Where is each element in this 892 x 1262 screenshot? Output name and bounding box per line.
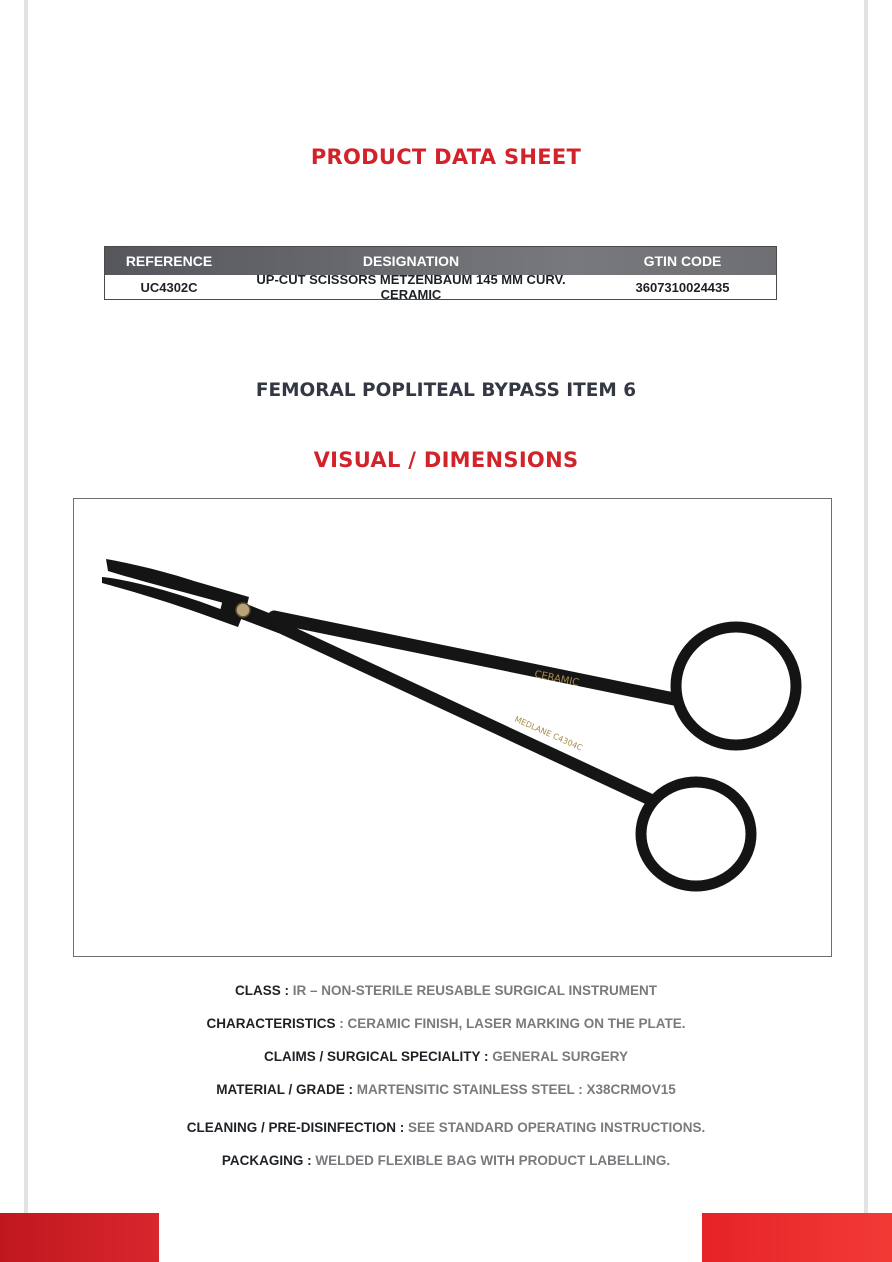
page-title: PRODUCT DATA SHEET (310, 145, 582, 169)
cell-gtin: 3607310024435 (635, 279, 730, 295)
spec-packaging (0, 1153, 892, 1168)
spec-label: CLAIMS / SURGICAL SPECIALITY : (263, 1049, 489, 1064)
spec-value: : CERAMIC FINISH, LASER MARKING ON THE PLATE. (335, 1016, 686, 1031)
visual-heading: VISUAL / DIMENSIONS (313, 448, 579, 472)
spec-label: PACKAGING : (221, 1153, 312, 1168)
spec-label: MATERIAL / GRADE : (216, 1082, 353, 1097)
spec-label: CHARACTERISTICS (206, 1016, 336, 1031)
header-reference: REFERENCE (125, 253, 213, 269)
product-subtitle: FEMORAL POPLITEAL BYPASS ITEM 6 (255, 380, 637, 401)
engraving-bottom: MEDLANE C4304C (513, 714, 584, 753)
header-designation: DESIGNATION (362, 253, 460, 269)
spec-class (0, 983, 892, 998)
spec-value: GENERAL SURGERY (488, 1049, 629, 1064)
spec-label: CLEANING / PRE-DISINFECTION : (186, 1120, 405, 1135)
table-header-row (105, 247, 776, 275)
product-table (104, 246, 777, 300)
spec-value: IR – NON-STERILE REUSABLE SURGICAL INSTRUMENT (288, 983, 658, 998)
spec-label: CLASS : (234, 983, 289, 998)
spec-material (0, 1082, 892, 1097)
screw-icon (236, 603, 250, 617)
header-gtin: GTIN CODE (643, 253, 722, 269)
spec-value: WELDED FLEXIBLE BAG WITH PRODUCT LABELLING. (311, 1153, 671, 1168)
spec-characteristics (0, 1016, 892, 1031)
footer-bar-left (0, 1213, 159, 1262)
table-row (105, 272, 776, 302)
scissors-image (74, 499, 831, 956)
cell-reference: UC4302C (140, 279, 198, 295)
right-margin-line (864, 0, 868, 1215)
left-margin-line (24, 0, 28, 1215)
spec-claims (0, 1049, 892, 1064)
spec-value: MARTENSITIC STAINLESS STEEL : X38CRMOV15 (352, 1082, 676, 1097)
spec-value: SEE STANDARD OPERATING INSTRUCTIONS. (404, 1120, 706, 1135)
product-image-frame (73, 498, 832, 957)
footer-bar-right (702, 1213, 892, 1262)
engraving-top: CERAMIC (533, 669, 580, 689)
spec-cleaning (0, 1120, 892, 1135)
cell-designation: UP-CUT SCISSORS METZENBAUM 145 MM CURV. CERAMIC (256, 272, 566, 302)
